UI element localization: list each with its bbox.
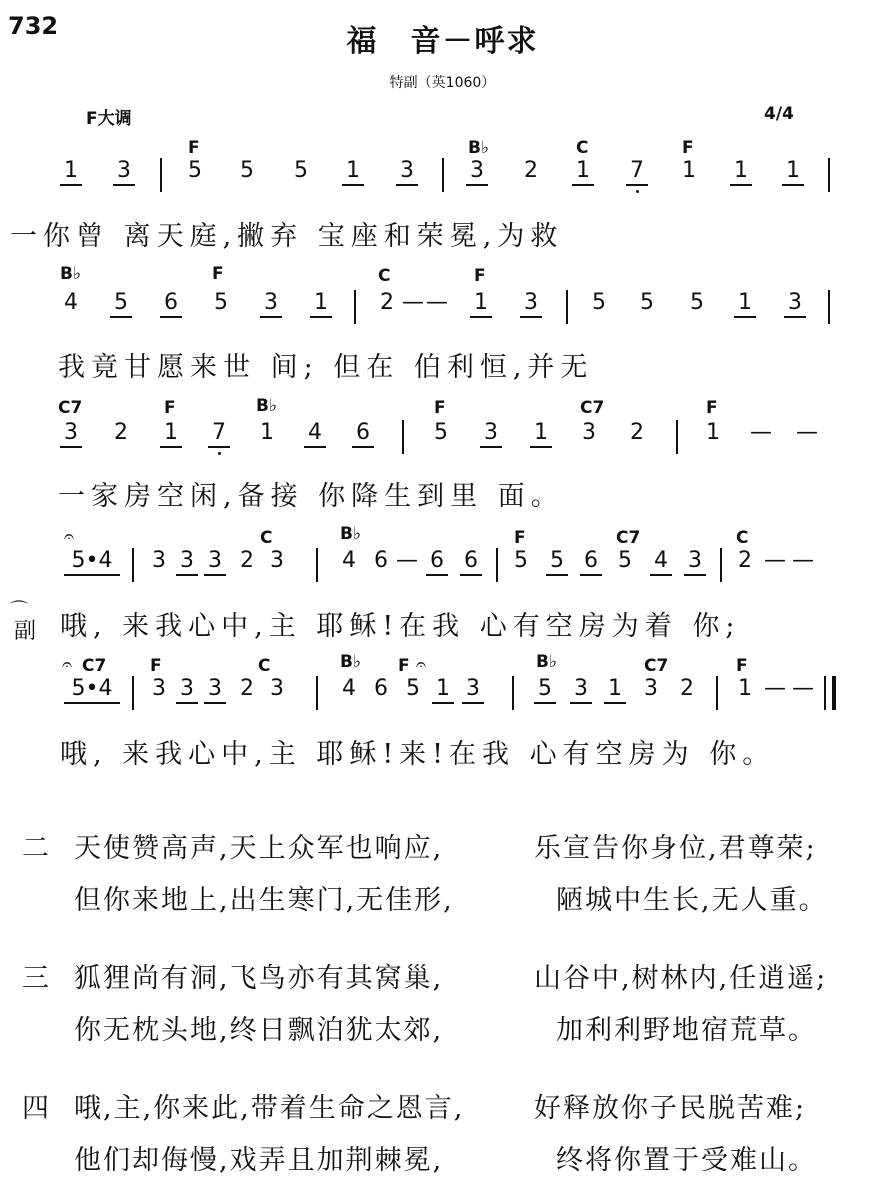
note: 2 (524, 158, 538, 183)
barline (354, 290, 356, 324)
chord: F (212, 264, 224, 284)
note: 1 (734, 290, 756, 318)
barline (132, 548, 134, 582)
note: 3 (204, 676, 226, 704)
verse-number: 二 (22, 833, 49, 864)
note: 1 (310, 290, 332, 318)
note: 2 (680, 676, 694, 701)
chord: C (258, 656, 271, 676)
note: 5 (514, 548, 528, 573)
note: 1 (706, 420, 720, 445)
barline (512, 676, 514, 710)
note: 5 (406, 676, 420, 701)
note: — (796, 420, 818, 445)
verse-line: 他们却侮慢,戏弄且加荆棘冕, (74, 1145, 444, 1176)
chord: F (706, 398, 718, 418)
note: 1 (530, 420, 552, 448)
note: 1 (60, 158, 82, 186)
note: 7 (626, 158, 648, 186)
note: 5 (294, 158, 308, 183)
lyric-line: 哦, 来我心中,主 耶稣!在我 心有空房为着 你; (60, 611, 741, 642)
verse-line: 好释放你子民脱苦难; (534, 1093, 807, 1124)
octave-dot (636, 190, 639, 193)
verse-line: 天使赞高声,天上众军也响应, (74, 833, 444, 864)
chord: F (398, 656, 410, 676)
note: 7 (208, 420, 230, 448)
chord: C (736, 528, 749, 548)
note: 3 (520, 290, 542, 318)
chord: B♭ (536, 652, 557, 672)
lyric-line: 哦, 来我心中,主 耶稣!来!在我 心有空房为 你。 (60, 739, 776, 770)
note: 3 (466, 158, 488, 186)
verse-line: 哦,主,你来此,带着生命之恩言, (74, 1093, 465, 1124)
barline (566, 290, 568, 324)
barline (720, 548, 722, 582)
note: 1 (682, 158, 696, 183)
octave-dot (218, 452, 221, 455)
note: 5 (434, 420, 448, 445)
verse-line: 加利利野地宿荒草。 (556, 1015, 817, 1046)
note: 1 (604, 676, 626, 704)
note: 4 (342, 676, 356, 701)
note: 3 (570, 676, 592, 704)
note: 2 (380, 290, 394, 315)
note: 6 (580, 548, 602, 576)
note: 3 (152, 548, 166, 573)
chord: B♭ (468, 138, 489, 158)
barline (828, 290, 830, 324)
note: 5•4 (64, 548, 120, 576)
chord: B♭ (340, 652, 361, 672)
chord: B♭ (340, 524, 361, 544)
hymn-number: 732 (8, 12, 59, 40)
chord: C7 (82, 656, 107, 676)
note: 3 (270, 548, 284, 573)
chord: C7 (580, 398, 605, 418)
note: 1 (260, 420, 274, 445)
note: 3 (784, 290, 806, 318)
note: 1 (342, 158, 364, 186)
note: 6 (352, 420, 374, 448)
note: 5 (640, 290, 654, 315)
note: 5 (618, 548, 632, 573)
note: 4 (650, 548, 672, 576)
note: 5•4 (64, 676, 120, 704)
note: — (402, 290, 424, 315)
verse-line: 乐宣告你身位,君尊荣; (534, 833, 817, 864)
barline (716, 676, 718, 710)
note: 2 (114, 420, 128, 445)
verse-line: 狐狸尚有洞,飞鸟亦有其窝巢, (74, 963, 444, 994)
note: 2 (630, 420, 644, 445)
note: 5 (690, 290, 704, 315)
note: 3 (176, 548, 198, 576)
barline (496, 548, 498, 582)
note: 5 (240, 158, 254, 183)
note: 3 (260, 290, 282, 318)
barline (442, 158, 444, 192)
verse-line: 山谷中,树林内,任逍遥; (534, 963, 828, 994)
note: 2 (738, 548, 752, 573)
page-title: 福 音－呼求 (346, 24, 539, 59)
note: 3 (204, 548, 226, 576)
verse-number: 三 (22, 963, 49, 994)
chord: B♭ (60, 264, 81, 284)
note: — (750, 420, 772, 445)
note: 4 (342, 548, 356, 573)
note: 3 (152, 676, 166, 701)
note: 6 (426, 548, 448, 576)
note: 2 (240, 548, 254, 573)
chord: B♭ (256, 396, 277, 416)
note: 1 (730, 158, 752, 186)
note: 1 (432, 676, 454, 704)
note: 4 (304, 420, 326, 448)
note: 5 (546, 548, 568, 576)
chord: C (260, 528, 273, 548)
verse-number: 四 (22, 1093, 49, 1124)
note: 5 (188, 158, 202, 183)
chord: F (188, 138, 200, 158)
note: 3 (684, 548, 706, 576)
note: 6 (374, 548, 388, 573)
barline (828, 158, 830, 192)
refrain-label: ⌒ 副 (10, 600, 37, 644)
note: 3 (644, 676, 658, 701)
note: 5 (592, 290, 606, 315)
lyric-line: 我竟甘愿来世 间; 但在 伯利恒,并无 (58, 352, 594, 383)
barline (160, 158, 162, 192)
note: 1 (470, 290, 492, 318)
final-barline (832, 676, 836, 710)
note: 3 (462, 676, 484, 704)
fermata-icon: 𝄐 (416, 654, 427, 675)
chord: F (682, 138, 694, 158)
chord: C7 (644, 656, 669, 676)
chord: C (378, 266, 391, 286)
note: — (764, 676, 786, 701)
note: 1 (572, 158, 594, 186)
chord: F (514, 528, 526, 548)
chord: F (164, 398, 176, 418)
verse-line: 但你来地上,出生寒门,无佳形, (74, 885, 454, 916)
barline (676, 420, 678, 454)
barline (402, 420, 404, 454)
note: 5 (214, 290, 228, 315)
note: 5 (534, 676, 556, 704)
note: 3 (60, 420, 82, 448)
note: 1 (782, 158, 804, 186)
note: — (396, 548, 418, 573)
note: 3 (582, 420, 596, 445)
note: — (792, 676, 814, 701)
subtitle: 特副（英1060） (389, 75, 496, 91)
note: 6 (374, 676, 388, 701)
verse-line: 陋城中生长,无人重。 (556, 885, 828, 916)
note: — (426, 290, 448, 315)
note: 3 (176, 676, 198, 704)
chord: F (474, 266, 486, 286)
chord: C7 (58, 398, 83, 418)
lyric-line: 一你曾 离天庭,撇弃 宝座和荣冕,为救 (10, 221, 564, 252)
note: 3 (396, 158, 418, 186)
note: 6 (160, 290, 182, 318)
chord: C7 (616, 528, 641, 548)
chord: F (736, 656, 748, 676)
note: 2 (240, 676, 254, 701)
note: — (792, 548, 814, 573)
note: 1 (738, 676, 752, 701)
verse-line: 终将你置于受难山。 (556, 1145, 817, 1176)
lyric-line: 一家房空闲,备接 你降生到里 面。 (58, 481, 564, 512)
barline (316, 676, 318, 710)
note: — (764, 548, 786, 573)
note: 4 (64, 290, 78, 315)
note: 3 (480, 420, 502, 448)
barline (132, 676, 134, 710)
fermata-icon: 𝄐 (64, 526, 75, 547)
note: 3 (113, 158, 135, 186)
barline (824, 676, 826, 710)
key-signature: F大调 (86, 109, 132, 129)
note: 1 (160, 420, 182, 448)
chord: C (576, 138, 589, 158)
time-signature: 4/4 (764, 104, 794, 124)
note: 6 (460, 548, 482, 576)
barline (316, 548, 318, 582)
note: 3 (270, 676, 284, 701)
fermata-icon: 𝄐 (62, 654, 73, 675)
chord: F (150, 656, 162, 676)
chord: F (434, 398, 446, 418)
note: 5 (110, 290, 132, 318)
verse-line: 你无枕头地,终日飘泊犹太郊, (74, 1015, 444, 1046)
